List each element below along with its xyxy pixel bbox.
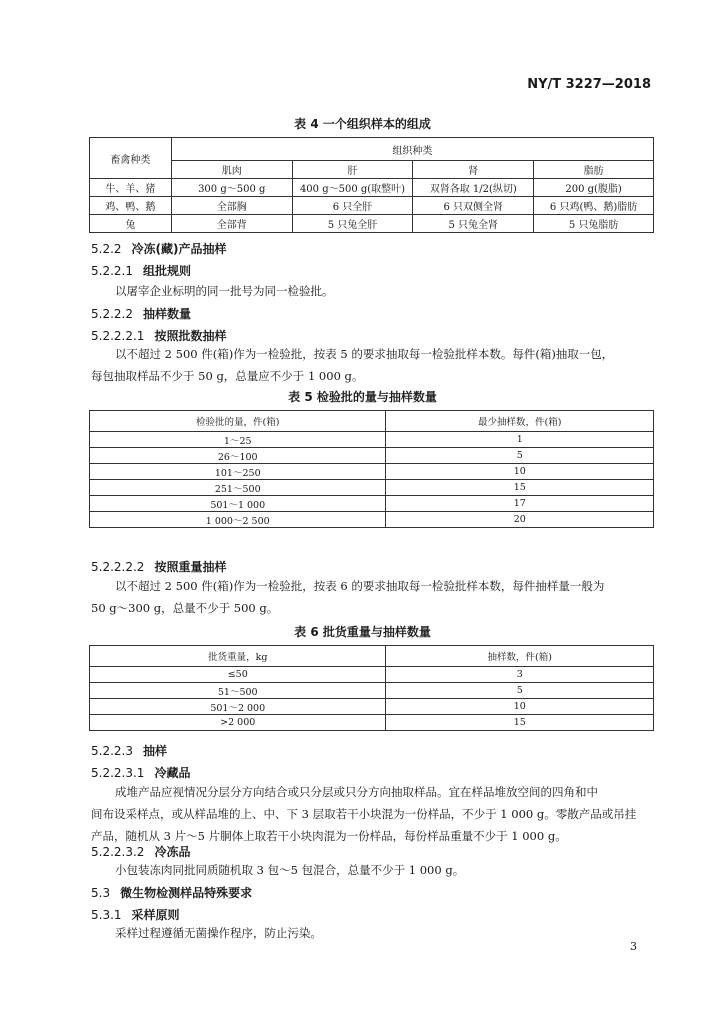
section-heading-5-2-2-3-2 bbox=[91, 843, 190, 860]
table5-cell: 101～250 bbox=[90, 464, 386, 480]
table5-cell: 20 bbox=[386, 512, 654, 528]
section-number: 5.3.1 bbox=[91, 908, 122, 922]
table4-head-species: 畜禽种类 bbox=[90, 138, 172, 179]
table-row bbox=[90, 179, 654, 197]
paragraph-group-rule bbox=[91, 280, 651, 302]
section-number: 5.2.2.3 bbox=[91, 744, 133, 758]
section-title: 采样原则 bbox=[131, 908, 180, 922]
table4-col-header: 肌肉 bbox=[171, 161, 292, 179]
table4-cell: 全部背 bbox=[171, 215, 292, 233]
table-row bbox=[90, 480, 654, 496]
table5-cell: 15 bbox=[386, 480, 654, 496]
table5-cell: 1～25 bbox=[90, 432, 386, 448]
paragraph-text: 以屠宰企业标明的同一批号为同一检验批。 bbox=[115, 284, 334, 298]
section-title: 抽样数量 bbox=[142, 307, 191, 321]
table-row bbox=[90, 432, 654, 448]
table5-cell: 26～100 bbox=[90, 448, 386, 464]
table-row bbox=[90, 699, 654, 715]
paragraph-line: 50 g～300 g，总量不少于 500 g。 bbox=[91, 601, 279, 615]
table5-header: 检验批的量，件(箱) bbox=[90, 411, 386, 432]
table4-cell: 5 只兔全肝 bbox=[292, 215, 413, 233]
paragraph-text: 采样过程遵循无菌操作程序，防止污染。 bbox=[115, 926, 322, 940]
table6-header: 批货重量，kg bbox=[90, 646, 386, 667]
table4-cell: 400 g～500 g(取整叶) bbox=[292, 179, 413, 197]
table-row bbox=[90, 683, 654, 699]
paragraph-line: 每包抽取样品不少于 50 g，总量应不少于 1 000 g。 bbox=[91, 369, 364, 383]
table6-cell: 5 bbox=[386, 683, 654, 699]
table-row bbox=[90, 715, 654, 731]
table4-cell: 6 只鸡(鸭、鹅)脂肪 bbox=[534, 197, 654, 215]
table6 bbox=[89, 645, 654, 731]
table5-cell: 17 bbox=[386, 496, 654, 512]
table6-cell: >2 000 bbox=[90, 715, 386, 731]
table6-cell: 51～500 bbox=[90, 683, 386, 699]
table5-cell: 501～1 000 bbox=[90, 496, 386, 512]
table4-head-tissue: 组织种类 bbox=[171, 138, 653, 161]
paragraph-line: 产品，随机从 3 片～5 片胴体上取若干小块肉混为一份样品，每份样品重量不少于 1 000 g。 bbox=[91, 829, 567, 843]
page-number: 3 bbox=[630, 940, 637, 953]
section-title: 抽样 bbox=[142, 744, 167, 758]
table-row bbox=[90, 667, 654, 683]
section-number: 5.2.2 bbox=[91, 242, 122, 256]
table-row bbox=[90, 512, 654, 528]
section-number: 5.2.2.2.1 bbox=[91, 329, 145, 343]
table6-cell: ≤50 bbox=[90, 667, 386, 683]
table6-cell: 15 bbox=[386, 715, 654, 731]
section-title: 冷藏品 bbox=[154, 766, 191, 780]
section-title: 冷冻(藏)产品抽样 bbox=[131, 242, 227, 256]
paragraph-weight-sampling bbox=[91, 575, 651, 619]
section-number: 5.2.2.3.2 bbox=[91, 845, 145, 859]
paragraph-batch-sampling bbox=[91, 343, 651, 387]
table6-cell: 10 bbox=[386, 699, 654, 715]
table-row bbox=[90, 496, 654, 512]
section-heading-5-2-2-2 bbox=[91, 305, 191, 322]
section-number: 5.2.2.2.2 bbox=[91, 560, 145, 574]
table5-header: 最少抽样数，件(箱) bbox=[386, 411, 654, 432]
table5-cell: 10 bbox=[386, 464, 654, 480]
table4-cell: 200 g(腹脂) bbox=[534, 179, 654, 197]
table6-cell: 501～2 000 bbox=[90, 699, 386, 715]
table-row bbox=[90, 464, 654, 480]
paragraph-line: 以不超过 2 500 件(箱)作为一检验批，按表 6 的要求抽取每一检验批样本数，每件抽样量一般为 bbox=[115, 579, 605, 593]
section-heading-5-2-2-1 bbox=[91, 262, 191, 279]
section-heading-5-3-1 bbox=[91, 906, 180, 923]
table4-cell: 5 只兔全肾 bbox=[413, 215, 534, 233]
paragraph-line: 成堆产品应视情况分层分方向结合或只分层或只分方向抽取样品。宜在样品堆放空间的四角和中 bbox=[115, 785, 598, 799]
section-title: 按照重量抽样 bbox=[154, 560, 227, 574]
paragraph-sterile bbox=[91, 922, 651, 944]
table5-caption: 表 5 检验批的量与抽样数量 bbox=[288, 390, 437, 404]
table4-cell: 牛、羊、猪 bbox=[90, 179, 172, 197]
paragraph-line: 间布设采样点，或从样品堆的上、中、下 3 层取若干小块混为一份样品，不少于 1 000 g。零散产品或吊挂 bbox=[91, 807, 637, 821]
table4-cell: 鸡、鸭、鹅 bbox=[90, 197, 172, 215]
table-row bbox=[90, 197, 654, 215]
table4-cell: 双肾各取 1/2(纵切) bbox=[413, 179, 534, 197]
section-heading-5-3 bbox=[91, 884, 252, 901]
table5-cell: 1 bbox=[386, 432, 654, 448]
table6-header: 抽样数，件(箱) bbox=[386, 646, 654, 667]
standard-code: NY/T 3227—2018 bbox=[527, 77, 651, 92]
section-heading-5-2-2-2-2 bbox=[91, 558, 226, 575]
table5 bbox=[89, 410, 654, 528]
table6-cell: 3 bbox=[386, 667, 654, 683]
paragraph-frozen bbox=[91, 859, 651, 881]
paragraph-text: 小包装冻肉同批同质随机取 3 包～5 包混合，总量不少于 1 000 g。 bbox=[115, 863, 465, 877]
section-heading-5-2-2-3 bbox=[91, 742, 167, 759]
section-title: 组批规则 bbox=[142, 264, 191, 278]
table5-cell: 251～500 bbox=[90, 480, 386, 496]
table5-cell: 5 bbox=[386, 448, 654, 464]
section-title: 按照批数抽样 bbox=[154, 329, 227, 343]
table4-cell: 6 只双侧全肾 bbox=[413, 197, 534, 215]
table4-col-header: 肝 bbox=[292, 161, 413, 179]
section-number: 5.3 bbox=[91, 886, 111, 900]
table4-col-header: 脂肪 bbox=[534, 161, 654, 179]
table-row bbox=[90, 215, 654, 233]
section-number: 5.2.2.1 bbox=[91, 264, 133, 278]
section-title: 微生物检测样品特殊要求 bbox=[120, 886, 253, 900]
table4-cell: 全部胸 bbox=[171, 197, 292, 215]
paragraph-line: 以不超过 2 500 件(箱)作为一检验批，按表 5 的要求抽取每一检验批样本数。每件(箱)抽取一包， bbox=[115, 347, 614, 361]
table4-cell: 300 g～500 g bbox=[171, 179, 292, 197]
table-row bbox=[90, 448, 654, 464]
section-heading-5-2-2-3-1 bbox=[91, 764, 190, 781]
section-heading-5-2-2-2-1 bbox=[91, 327, 226, 344]
paragraph-chilled bbox=[91, 781, 651, 847]
table4-cell: 6 只全肝 bbox=[292, 197, 413, 215]
section-number: 5.2.2.2 bbox=[91, 307, 133, 321]
table4-cell: 5 只兔脂肪 bbox=[534, 215, 654, 233]
table4-caption: 表 4 一个组织样本的组成 bbox=[294, 117, 431, 131]
section-title: 冷冻品 bbox=[154, 845, 191, 859]
table4-cell: 兔 bbox=[90, 215, 172, 233]
table4 bbox=[89, 137, 654, 233]
section-number: 5.2.2.3.1 bbox=[91, 766, 145, 780]
table4-col-header: 肾 bbox=[413, 161, 534, 179]
table6-caption: 表 6 批货重量与抽样数量 bbox=[294, 625, 431, 639]
section-heading-5-2-2 bbox=[91, 240, 227, 257]
table5-cell: 1 000～2 500 bbox=[90, 512, 386, 528]
